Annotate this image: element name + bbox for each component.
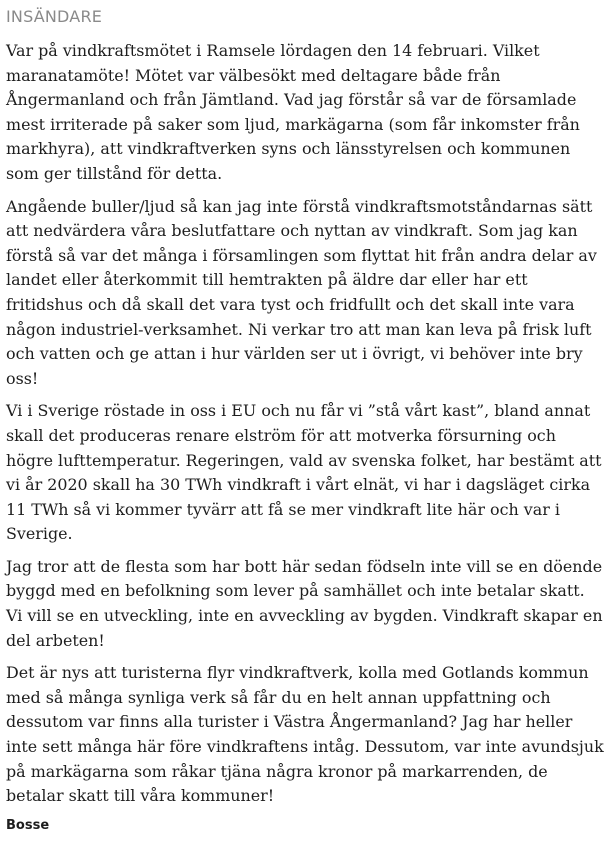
paragraph-2: Angående buller/ljud så kan jag inte förstå vindkraftsmotståndarnas sätt att nedvärdera våra beslutfattare och nyttan av vindkraft. Som jag kan förstå så var det många i församlingen som flyttat hit från andra delar av landet eller återkommit till hemtrakten på äldre dar eller har ett fritidshus och då skall det vara tyst och fridfullt och det skall inte vara någon industriel-verksamhet. Ni verkar tro att man kan leva på frisk luft och vatten och ge attan i hur världen ser ut i övrigt, vi behöver inte bry oss!: [6, 196, 597, 388]
author-signature: Bosse: [6, 817, 50, 833]
paragraph-5: Det är nys att turisterna flyr vindkraftverk, kolla med Gotlands kommun med så många synliga verk så får du en helt annan uppfattning och dessutom var finns alla turister i Västra Ångermanland? Jag har heller inte sett många här före vindkraftens intåg. Dessutom, var inte avundsjuk på markägarna som råkar tjäna några kronor på markarrenden, de betalar skatt till våra kommuner!: [6, 663, 604, 806]
paragraph-1: Var på vindkraftsmötet i Ramsele lördagen den 14 februari. Vilket maranatamöte! Mötet var välbesökt med deltagare både från Ångermanland och från Jämtland. Vad jag förstår så var de församlade mest irriterade på saker som ljud, markägarna (som får inkomster från markhyra), att vindkraftverken syns och länsstyrelsen och kommunen som ger tillstånd för detta.: [6, 41, 580, 183]
paragraph-3: Vi i Sverige röstade in oss i EU och nu får vi ”stå vårt kast”, bland annat skall det produceras renare elström för att motverka försurning och högre lufttemperatur. Regeringen, vald av svenska folket, har bestämt att vi år 2020 skall ha 30 TWh vindkraft i vårt elnät, vi har i dagsläget cirka 11 TWh så vi kommer tyvärr att få se mer vindkraft lite här och var i Sverige.: [6, 401, 602, 544]
section-label: INSÄNDARE: [6, 7, 103, 26]
paragraph-4: Jag tror att de flesta som har bott här sedan födseln inte vill se en döende byggd med en befolkning som lever på samhället och inte betalar skatt. Vi vill se en utveckling, inte en avveckling av bygden. Vindkraft skapar en del arbeten!: [6, 556, 603, 650]
letter-body: [6, 39, 606, 809]
letter-page: [6, 0, 606, 835]
